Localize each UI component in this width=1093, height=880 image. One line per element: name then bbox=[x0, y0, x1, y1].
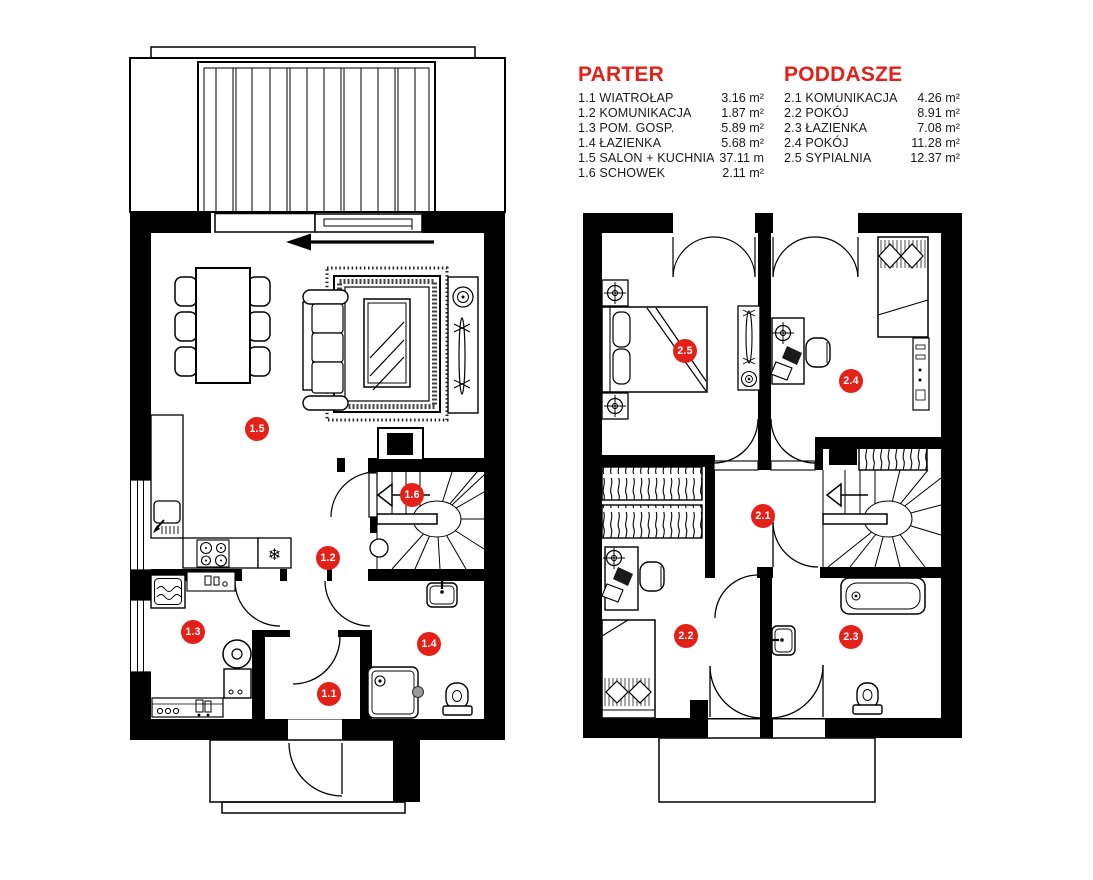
toilet-23 bbox=[853, 683, 882, 714]
shower bbox=[368, 667, 418, 718]
legend-room-area: 5.89 m² bbox=[721, 121, 764, 135]
bed-22 bbox=[602, 620, 655, 718]
room-badge-2-3: 2.3 bbox=[839, 625, 863, 649]
legend-room-area: 4.26 m² bbox=[917, 91, 960, 105]
room-22 bbox=[602, 547, 664, 718]
room-badge-1-2: 1.2 bbox=[316, 546, 340, 570]
legend-room-label: 1.5 SALON + KUCHNIA bbox=[578, 151, 715, 165]
chair-22 bbox=[640, 562, 664, 591]
boiler bbox=[223, 640, 251, 668]
legend-row bbox=[784, 136, 960, 151]
legend-room-label: 2.3 ŁAZIENKA bbox=[784, 121, 868, 135]
entrance-direction-arrow-icon bbox=[286, 234, 434, 251]
sofa bbox=[303, 290, 348, 410]
poddasze-plan bbox=[583, 213, 962, 802]
legend-room-label: 2.4 POKÓJ bbox=[784, 136, 849, 150]
legend-room-area: 37.11 m bbox=[719, 151, 764, 165]
room-badge-1-3: 1.3 bbox=[181, 620, 205, 644]
radiator bbox=[152, 698, 223, 717]
stairs-poddasze bbox=[823, 470, 941, 567]
room-badge-1-5: 1.5 bbox=[245, 417, 269, 441]
legend-row bbox=[784, 121, 960, 136]
legend-parter bbox=[578, 63, 764, 181]
tv-cabinet-25 bbox=[738, 306, 760, 390]
tv-cabinet bbox=[448, 277, 478, 413]
legend-room-area: 7.08 m² bbox=[917, 121, 960, 135]
legend-row bbox=[578, 151, 764, 166]
kitchen bbox=[151, 415, 291, 568]
legend-room-area: 1.87 m² bbox=[721, 106, 764, 120]
legend-room-label: 1.2 KOMUNIKACJA bbox=[578, 106, 692, 120]
legend-room-label: 1.4 ŁAZIENKA bbox=[578, 136, 662, 150]
legend-room-area: 8.91 m² bbox=[917, 106, 960, 120]
room-badge-2-2: 2.2 bbox=[674, 624, 698, 648]
room-badge-2-1: 2.1 bbox=[751, 504, 775, 528]
legend-room-area: 3.16 m² bbox=[721, 91, 764, 105]
legend-room-label: 1.3 POM. GOSP. bbox=[578, 121, 675, 135]
legend-room-area: 5.68 m² bbox=[721, 136, 764, 150]
legend-row bbox=[784, 91, 960, 106]
legend-room-label: 1.6 SCHOWEK bbox=[578, 166, 666, 180]
room-badge-1-4: 1.4 bbox=[417, 632, 441, 656]
legend-room-label: 2.2 POKÓJ bbox=[784, 106, 849, 120]
room-badge-1-1: 1.1 bbox=[317, 682, 341, 706]
stair-up-arrow-icon bbox=[378, 484, 392, 506]
legend-room-label: 2.5 SYPIALNIA bbox=[784, 151, 872, 165]
legend-row bbox=[784, 151, 960, 166]
dining-set bbox=[175, 268, 270, 383]
legend-room-area: 2.11 m² bbox=[722, 166, 764, 180]
legend-row bbox=[578, 136, 764, 151]
chair-24 bbox=[806, 338, 830, 367]
dining-table bbox=[196, 268, 250, 383]
legend-room-area: 12.37 m² bbox=[910, 151, 960, 165]
entrance-porch bbox=[210, 740, 405, 813]
legend-room-label: 1.1 WIATROŁAP bbox=[578, 91, 674, 105]
legend-room-label: 2.1 KOMUNIKACJA bbox=[784, 91, 898, 105]
toilet bbox=[443, 683, 472, 715]
legend-row bbox=[578, 166, 764, 181]
terrace bbox=[130, 47, 505, 212]
legend-row bbox=[578, 121, 764, 136]
coffee-table bbox=[364, 299, 410, 390]
fireplace-chimney bbox=[378, 428, 423, 460]
room-badge-2-5: 2.5 bbox=[673, 339, 697, 363]
legend-row bbox=[578, 106, 764, 121]
legend-row bbox=[784, 106, 960, 121]
snowflake-icon: ❄ bbox=[267, 547, 282, 564]
room-badge-2-4: 2.4 bbox=[839, 369, 863, 393]
legend-parter-title: PARTER bbox=[578, 63, 664, 86]
legend-room-area: 11.28 m² bbox=[911, 136, 960, 150]
legend-poddasze-title: PODDASZE bbox=[784, 63, 903, 86]
lower-roof-outline bbox=[659, 738, 875, 802]
utility-room bbox=[151, 572, 251, 717]
legend-poddasze bbox=[784, 63, 960, 166]
room-badge-1-6: 1.6 bbox=[400, 483, 424, 507]
kitchen-sink bbox=[154, 501, 180, 523]
legend-row bbox=[578, 91, 764, 106]
stair-down-arrow-icon bbox=[827, 484, 841, 506]
